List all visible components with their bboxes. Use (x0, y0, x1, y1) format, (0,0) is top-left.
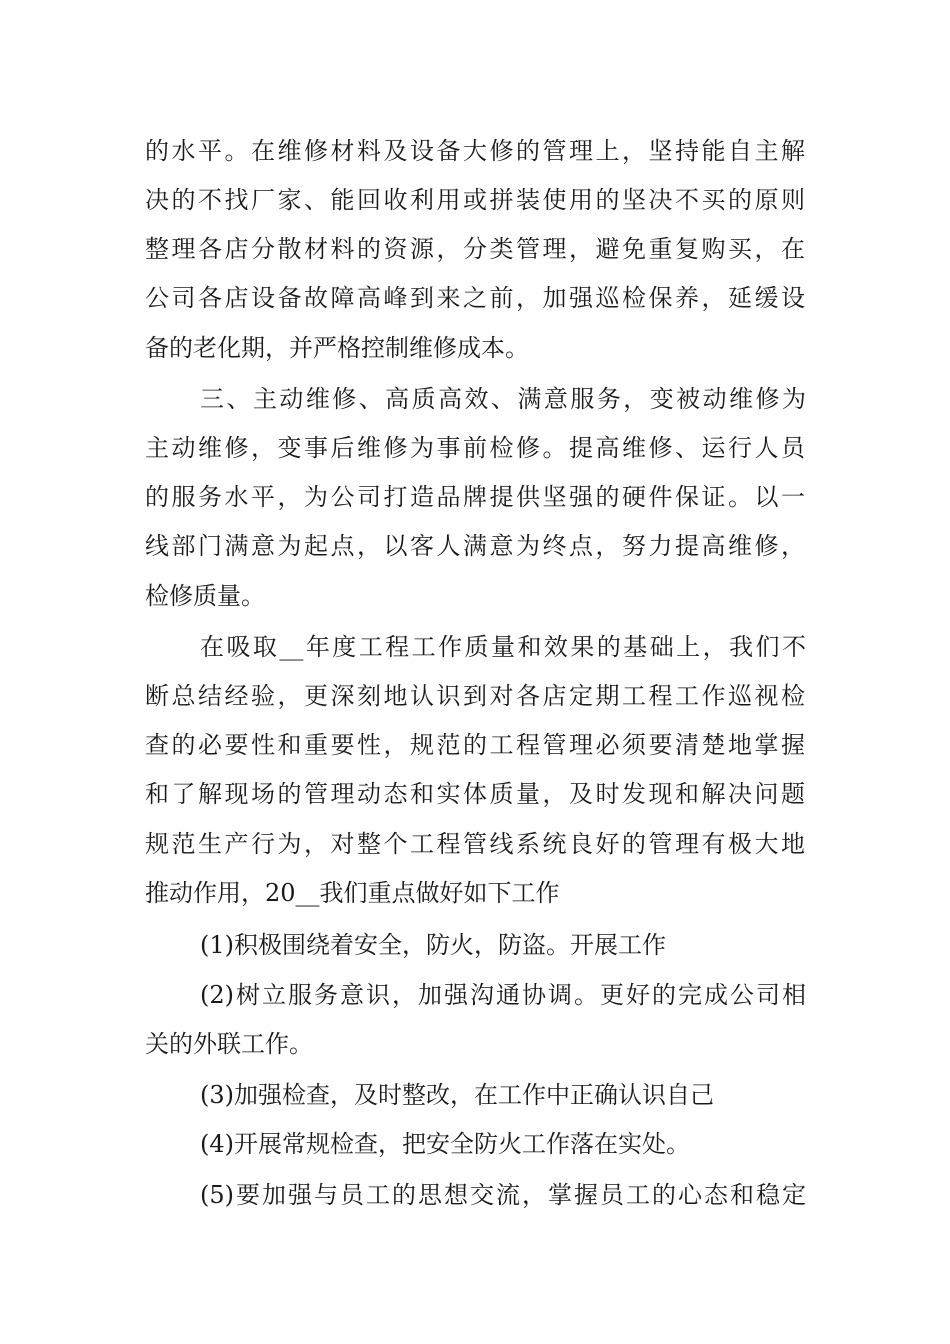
text-line-2: 决的不找厂家、能回收利用或拼装使用的坚决不买的原则 (145, 186, 805, 214)
text-line-11: 在吸取__年度工程工作质量和效果的基础上，我们不 (200, 633, 806, 661)
text-line-1: 的水平。在维修材料及设备大修的管理上，坚持能自主解 (145, 137, 805, 165)
text-line-12: 断总结经验，更深刻地认识到对各店定期工程工作巡视检 (145, 682, 805, 710)
list-item-4: (4)开展常规检查，把安全防火工作落在实处。 (200, 1130, 690, 1158)
list-item-5: (5)要加强与员工的思想交流，掌握员工的心态和稳定 (200, 1181, 806, 1209)
text-line-14: 和了解现场的管理动态和实体质量，及时发现和解决问题 (145, 780, 805, 808)
text-line-4: 公司各店设备故障高峰到来之前，加强巡检保养，延缓设 (145, 284, 805, 312)
list-item-2: (2)树立服务意识，加强沟通协调。更好的完成公司相 (200, 981, 806, 1009)
list-item-2-cont: 关的外联工作。 (145, 1030, 313, 1058)
text-line-3: 整理各店分散材料的资源，分类管理，避免重复购买，在 (145, 235, 805, 263)
text-line-15: 规范生产行为，对整个工程管线系统良好的管理有极大地 (145, 830, 805, 858)
text-line-6: 三、主动维修、高质高效、满意服务，变被动维修为 (200, 385, 806, 413)
text-line-7: 主动维修，变事后维修为事前检修。提高维修、运行人员 (145, 434, 805, 462)
text-line-10: 检修质量。 (145, 582, 265, 610)
text-line-13: 查的必要性和重要性，规范的工程管理必须要清楚地掌握 (145, 731, 805, 759)
list-item-1: (1)积极围绕着安全，防火，防盗。开展工作 (200, 931, 666, 959)
text-line-8: 的服务水平，为公司打造品牌提供坚强的硬件保证。以一 (145, 483, 805, 511)
text-line-9: 线部门满意为起点，以客人满意为终点，努力提高维修， (145, 532, 805, 560)
text-line-16: 推动作用，20__我们重点做好如下工作 (145, 879, 560, 907)
list-item-3: (3)加强检查，及时整改，在工作中正确认识自己 (200, 1081, 714, 1109)
text-line-5: 备的老化期，并严格控制维修成本。 (145, 334, 529, 362)
